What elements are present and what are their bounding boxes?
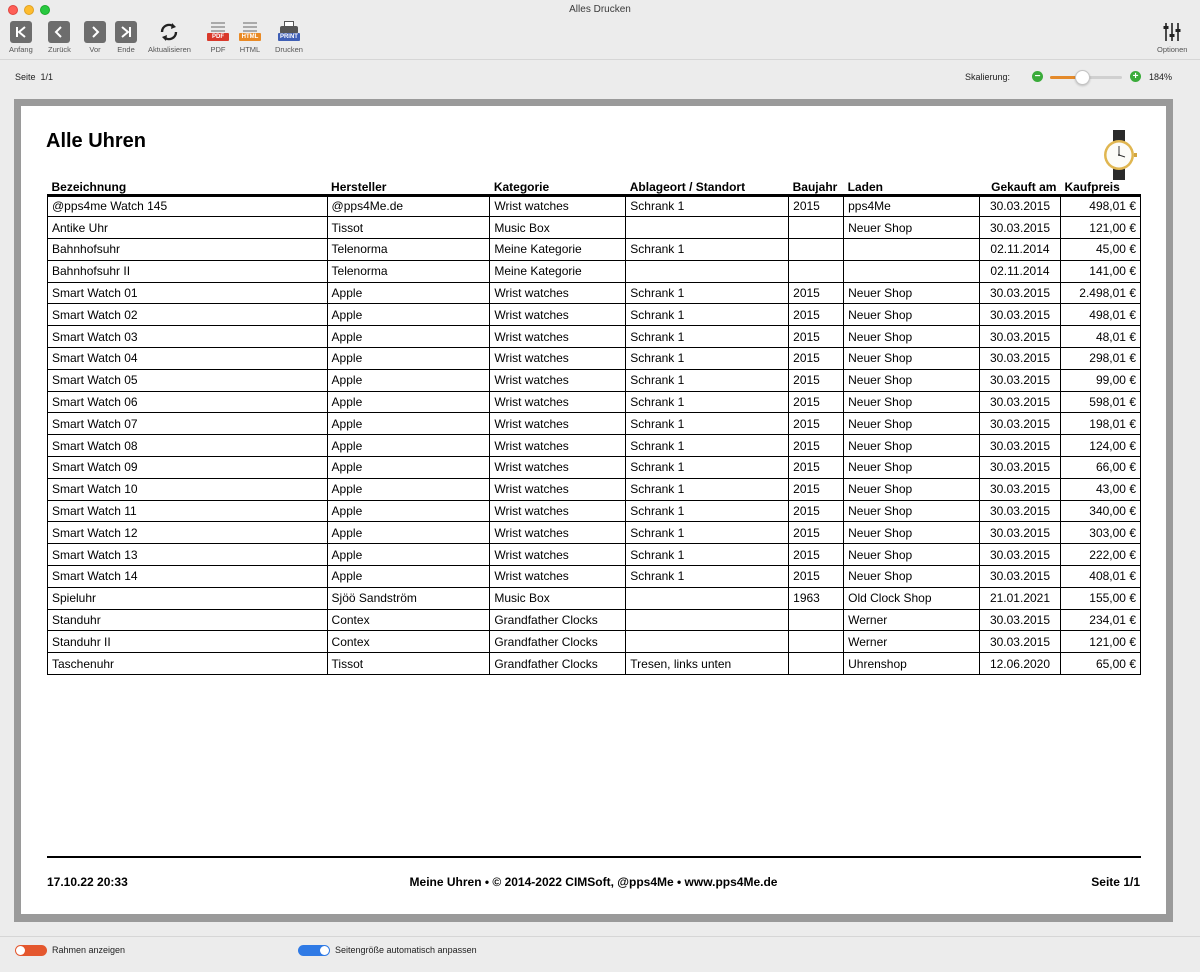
column-header: Kaufpreis xyxy=(1060,178,1140,195)
zoom-out-icon[interactable]: − xyxy=(1032,71,1043,82)
html-label: HTML xyxy=(239,45,261,54)
html-export-button[interactable] xyxy=(239,21,261,54)
table-cell: Schrank 1 xyxy=(626,282,789,304)
watches-table xyxy=(47,178,1141,675)
html-file-icon xyxy=(239,21,261,43)
table-cell xyxy=(789,217,844,239)
table-cell: 222,00 € xyxy=(1060,544,1140,566)
table-cell: Music Box xyxy=(490,587,626,609)
table-cell: 2015 xyxy=(789,195,844,217)
table-cell: Meine Kategorie xyxy=(490,260,626,282)
close-window-button[interactable] xyxy=(8,5,18,15)
bottom-bar xyxy=(0,936,1200,972)
table-cell: Apple xyxy=(327,544,490,566)
autosize-toggle-knob xyxy=(320,946,329,955)
table-cell: 30.03.2015 xyxy=(980,631,1061,653)
table-cell xyxy=(844,260,980,282)
table-cell: 498,01 € xyxy=(1060,304,1140,326)
refresh-label: Aktualisieren xyxy=(148,45,191,54)
table-cell: 2015 xyxy=(789,457,844,479)
table-cell: Grandfather Clocks xyxy=(490,653,626,675)
table-cell xyxy=(626,217,789,239)
minimize-window-button[interactable] xyxy=(24,5,34,15)
table-cell: Apple xyxy=(327,391,490,413)
table-cell: Wrist watches xyxy=(490,435,626,457)
table-cell: Taschenuhr xyxy=(48,653,328,675)
prev-page-button[interactable] xyxy=(48,21,71,54)
table-cell: Old Clock Shop xyxy=(844,587,980,609)
table-cell: 02.11.2014 xyxy=(980,260,1061,282)
table-cell: Schrank 1 xyxy=(626,348,789,370)
prev-page-label: Zurück xyxy=(48,45,71,54)
table-cell: Wrist watches xyxy=(490,522,626,544)
table-header-row xyxy=(48,178,1141,195)
table-cell: 30.03.2015 xyxy=(980,522,1061,544)
table-cell: Wrist watches xyxy=(490,326,626,348)
toolbar xyxy=(0,20,1200,60)
table-cell: 99,00 € xyxy=(1060,369,1140,391)
table-cell: 2015 xyxy=(789,544,844,566)
table-cell: Grandfather Clocks xyxy=(490,631,626,653)
last-page-icon xyxy=(115,21,137,43)
window-controls xyxy=(8,5,50,15)
table-cell: 2015 xyxy=(789,500,844,522)
zoom-window-button[interactable] xyxy=(40,5,50,15)
table-cell: Neuer Shop xyxy=(844,413,980,435)
table-cell: Neuer Shop xyxy=(844,304,980,326)
next-page-button[interactable] xyxy=(84,21,106,54)
zoom-value: 184% xyxy=(1149,72,1173,82)
table-cell: Schrank 1 xyxy=(626,413,789,435)
table-cell xyxy=(626,587,789,609)
table-cell: 121,00 € xyxy=(1060,217,1140,239)
table-cell: Standuhr xyxy=(48,609,328,631)
pdf-label: PDF xyxy=(210,45,226,54)
table-cell: 2015 xyxy=(789,522,844,544)
table-row xyxy=(48,239,1141,261)
table-cell: Neuer Shop xyxy=(844,500,980,522)
table-cell: pps4Me xyxy=(844,195,980,217)
table-cell: Wrist watches xyxy=(490,304,626,326)
table-cell: Apple xyxy=(327,478,490,500)
print-button[interactable] xyxy=(275,21,303,54)
table-cell: 2015 xyxy=(789,435,844,457)
table-cell: Apple xyxy=(327,500,490,522)
table-cell: 2015 xyxy=(789,566,844,588)
table-cell: 408,01 € xyxy=(1060,566,1140,588)
table-cell: 30.03.2015 xyxy=(980,457,1061,479)
page-indicator xyxy=(15,72,53,82)
refresh-icon xyxy=(158,21,180,43)
page-value: 1/1 xyxy=(40,72,54,82)
table-body xyxy=(48,195,1141,675)
table-cell: Wrist watches xyxy=(490,195,626,217)
table-row xyxy=(48,391,1141,413)
table-cell: 2015 xyxy=(789,304,844,326)
document-title: Alle Uhren xyxy=(46,130,147,152)
table-row xyxy=(48,260,1141,282)
table-cell: Wrist watches xyxy=(490,478,626,500)
table-cell: Neuer Shop xyxy=(844,391,980,413)
frame-toggle-knob xyxy=(16,946,25,955)
table-cell: Smart Watch 02 xyxy=(48,304,328,326)
column-header: Hersteller xyxy=(327,178,490,195)
table-row xyxy=(48,217,1141,239)
table-cell: Schrank 1 xyxy=(626,195,789,217)
table-cell: Schrank 1 xyxy=(626,239,789,261)
last-page-label: Ende xyxy=(117,45,135,54)
refresh-button[interactable] xyxy=(148,21,191,54)
table-cell: Neuer Shop xyxy=(844,478,980,500)
table-cell xyxy=(844,239,980,261)
table-cell: Neuer Shop xyxy=(844,435,980,457)
table-cell: Contex xyxy=(327,631,490,653)
preview-frame xyxy=(14,99,1173,922)
table-cell xyxy=(789,239,844,261)
table-cell: 30.03.2015 xyxy=(980,500,1061,522)
table-row xyxy=(48,348,1141,370)
table-cell: 2015 xyxy=(789,391,844,413)
table-cell: 30.03.2015 xyxy=(980,435,1061,457)
table-row xyxy=(48,195,1141,217)
table-cell: Smart Watch 03 xyxy=(48,326,328,348)
table-cell: 30.03.2015 xyxy=(980,217,1061,239)
table-cell: Apple xyxy=(327,566,490,588)
table-cell: 30.03.2015 xyxy=(980,304,1061,326)
table-cell: 30.03.2015 xyxy=(980,195,1061,217)
table-cell: Schrank 1 xyxy=(626,304,789,326)
table-cell: 303,00 € xyxy=(1060,522,1140,544)
table-row xyxy=(48,653,1141,675)
printer-icon xyxy=(278,21,300,43)
table-cell: 198,01 € xyxy=(1060,413,1140,435)
table-cell: Smart Watch 05 xyxy=(48,369,328,391)
table-cell: Neuer Shop xyxy=(844,282,980,304)
column-header: Bezeichnung xyxy=(48,178,328,195)
table-cell: Schrank 1 xyxy=(626,566,789,588)
table-cell: 2015 xyxy=(789,478,844,500)
table-cell: Telenorma xyxy=(327,260,490,282)
table-cell: Wrist watches xyxy=(490,500,626,522)
table-cell: 65,00 € xyxy=(1060,653,1140,675)
print-label: Drucken xyxy=(275,45,303,54)
watch-logo-icon xyxy=(1101,130,1137,180)
table-cell: Schrank 1 xyxy=(626,391,789,413)
table-row xyxy=(48,282,1141,304)
table-cell: 30.03.2015 xyxy=(980,566,1061,588)
html-tag: HTML xyxy=(239,33,261,41)
table-cell: 298,01 € xyxy=(1060,348,1140,370)
table-cell: Contex xyxy=(327,609,490,631)
table-cell: 12.06.2020 xyxy=(980,653,1061,675)
table-cell xyxy=(626,631,789,653)
table-cell: 30.03.2015 xyxy=(980,391,1061,413)
table-cell: Telenorma xyxy=(327,239,490,261)
first-page-label: Anfang xyxy=(9,45,33,54)
pdf-tag: PDF xyxy=(207,33,229,41)
table-cell: Apple xyxy=(327,369,490,391)
table-cell: 1963 xyxy=(789,587,844,609)
table-cell: Wrist watches xyxy=(490,413,626,435)
table-cell: Standuhr II xyxy=(48,631,328,653)
table-cell: @pps4me Watch 145 xyxy=(48,195,328,217)
table-cell xyxy=(789,260,844,282)
table-row xyxy=(48,631,1141,653)
table-cell xyxy=(789,609,844,631)
table-cell: Grandfather Clocks xyxy=(490,609,626,631)
table-cell: 124,00 € xyxy=(1060,435,1140,457)
print-tag: PRINT xyxy=(279,34,298,40)
frame-toggle-label: Rahmen anzeigen xyxy=(52,945,126,955)
table-cell: 2015 xyxy=(789,369,844,391)
table-cell: 30.03.2015 xyxy=(980,478,1061,500)
table-cell xyxy=(626,260,789,282)
table-cell: 30.03.2015 xyxy=(980,326,1061,348)
table-cell: Apple xyxy=(327,282,490,304)
footer-page-number: Seite 1/1 xyxy=(1091,875,1140,889)
table-row xyxy=(48,413,1141,435)
table-row xyxy=(48,478,1141,500)
table-row xyxy=(48,544,1141,566)
table-cell: Spieluhr xyxy=(48,587,328,609)
table-cell: Apple xyxy=(327,304,490,326)
table-cell: Sjöö Sandström xyxy=(327,587,490,609)
table-cell: 340,00 € xyxy=(1060,500,1140,522)
table-row xyxy=(48,369,1141,391)
table-cell: Bahnhofsuhr xyxy=(48,239,328,261)
table-row xyxy=(48,304,1141,326)
table-cell: Werner xyxy=(844,609,980,631)
table-cell: Neuer Shop xyxy=(844,566,980,588)
table-cell: Smart Watch 01 xyxy=(48,282,328,304)
zoom-slider-thumb[interactable] xyxy=(1075,70,1090,85)
table-cell: 598,01 € xyxy=(1060,391,1140,413)
table-row xyxy=(48,609,1141,631)
table-cell: 2015 xyxy=(789,348,844,370)
table-cell: Wrist watches xyxy=(490,391,626,413)
table-cell: Wrist watches xyxy=(490,457,626,479)
table-cell: Smart Watch 14 xyxy=(48,566,328,588)
next-page-icon xyxy=(84,21,106,43)
table-cell: Apple xyxy=(327,413,490,435)
table-cell: Smart Watch 04 xyxy=(48,348,328,370)
table-cell: 30.03.2015 xyxy=(980,609,1061,631)
table-cell: Apple xyxy=(327,457,490,479)
table-cell: 2015 xyxy=(789,326,844,348)
table-cell: Neuer Shop xyxy=(844,522,980,544)
table-cell: 2.498,01 € xyxy=(1060,282,1140,304)
autosize-toggle[interactable] xyxy=(298,945,330,956)
table-cell: Uhrenshop xyxy=(844,653,980,675)
preview-page xyxy=(21,106,1166,914)
pdf-file-icon xyxy=(207,21,229,43)
page-label: Seite xyxy=(15,72,36,82)
table-cell: Schrank 1 xyxy=(626,522,789,544)
zoom-in-icon[interactable]: + xyxy=(1130,71,1141,82)
column-header: Laden xyxy=(844,178,980,195)
table-cell: Schrank 1 xyxy=(626,435,789,457)
column-header: Ablageort / Standort xyxy=(626,178,789,195)
next-page-label: Vor xyxy=(89,45,101,54)
column-header: Gekauft am xyxy=(980,178,1061,195)
column-header: Baujahr xyxy=(789,178,844,195)
table-cell: Neuer Shop xyxy=(844,326,980,348)
table-cell: Schrank 1 xyxy=(626,544,789,566)
table-cell: Schrank 1 xyxy=(626,326,789,348)
table-cell: 2015 xyxy=(789,282,844,304)
table-cell: Neuer Shop xyxy=(844,217,980,239)
table-cell: Apple xyxy=(327,326,490,348)
footer-divider xyxy=(47,856,1141,858)
table-cell xyxy=(626,609,789,631)
table-cell: Apple xyxy=(327,435,490,457)
table-cell: Smart Watch 13 xyxy=(48,544,328,566)
table-cell: Antike Uhr xyxy=(48,217,328,239)
footer-copyright: Meine Uhren • © 2014-2022 CIMSoft, @pps4Me • www.pps4Me.de xyxy=(409,875,778,889)
table-row xyxy=(48,566,1141,588)
table-cell: 121,00 € xyxy=(1060,631,1140,653)
table-cell: 30.03.2015 xyxy=(980,413,1061,435)
column-header: Kategorie xyxy=(490,178,626,195)
table-cell: Wrist watches xyxy=(490,566,626,588)
last-page-button[interactable] xyxy=(115,21,137,54)
table-cell: Smart Watch 11 xyxy=(48,500,328,522)
window-title: Alles Drucken xyxy=(569,4,631,15)
table-cell: Smart Watch 06 xyxy=(48,391,328,413)
options-button[interactable] xyxy=(1157,21,1187,54)
table-cell: Tissot xyxy=(327,217,490,239)
table-cell: 30.03.2015 xyxy=(980,282,1061,304)
table-row xyxy=(48,457,1141,479)
options-label: Optionen xyxy=(1157,45,1188,54)
frame-toggle[interactable] xyxy=(15,945,47,956)
table-cell: Schrank 1 xyxy=(626,369,789,391)
table-row xyxy=(48,587,1141,609)
page-bar xyxy=(0,61,1200,93)
pdf-export-button[interactable] xyxy=(207,21,229,54)
table-cell: Meine Kategorie xyxy=(490,239,626,261)
table-cell: Bahnhofsuhr II xyxy=(48,260,328,282)
table-cell xyxy=(789,631,844,653)
table-cell: Wrist watches xyxy=(490,544,626,566)
table-cell: 141,00 € xyxy=(1060,260,1140,282)
table-cell: 21.01.2021 xyxy=(980,587,1061,609)
table-cell: 234,01 € xyxy=(1060,609,1140,631)
table-cell: 45,00 € xyxy=(1060,239,1140,261)
table-cell: Neuer Shop xyxy=(844,369,980,391)
sliders-icon xyxy=(1161,21,1183,43)
scale-label: Skalierung: xyxy=(965,72,1011,82)
table-cell: Wrist watches xyxy=(490,348,626,370)
table-cell: Schrank 1 xyxy=(626,457,789,479)
table-cell: 02.11.2014 xyxy=(980,239,1061,261)
table-cell: Tissot xyxy=(327,653,490,675)
table-cell: Neuer Shop xyxy=(844,457,980,479)
table-cell: 30.03.2015 xyxy=(980,348,1061,370)
table-cell: Smart Watch 07 xyxy=(48,413,328,435)
table-cell: 2015 xyxy=(789,413,844,435)
table-cell: Schrank 1 xyxy=(626,478,789,500)
table-cell: Wrist watches xyxy=(490,282,626,304)
table-cell: 48,01 € xyxy=(1060,326,1140,348)
table-cell: 155,00 € xyxy=(1060,587,1140,609)
table-cell: 30.03.2015 xyxy=(980,369,1061,391)
table-cell: Schrank 1 xyxy=(626,500,789,522)
table-row xyxy=(48,326,1141,348)
table-cell: Smart Watch 12 xyxy=(48,522,328,544)
table-cell: 30.03.2015 xyxy=(980,544,1061,566)
table-cell: Smart Watch 10 xyxy=(48,478,328,500)
first-page-icon xyxy=(10,21,32,43)
table-cell: 43,00 € xyxy=(1060,478,1140,500)
prev-page-icon xyxy=(48,21,70,43)
first-page-button[interactable] xyxy=(9,21,33,54)
table-cell xyxy=(789,653,844,675)
table-row xyxy=(48,500,1141,522)
autosize-toggle-label: Seitengröße automatisch anpassen xyxy=(335,945,477,955)
table-cell: Neuer Shop xyxy=(844,544,980,566)
table-cell: Smart Watch 09 xyxy=(48,457,328,479)
footer-timestamp: 17.10.22 20:33 xyxy=(47,875,128,889)
table-cell: Smart Watch 08 xyxy=(48,435,328,457)
table-row xyxy=(48,435,1141,457)
table-cell: Werner xyxy=(844,631,980,653)
table-cell: 498,01 € xyxy=(1060,195,1140,217)
table-row xyxy=(48,522,1141,544)
table-cell: Neuer Shop xyxy=(844,348,980,370)
table-cell: 66,00 € xyxy=(1060,457,1140,479)
table-cell: Music Box xyxy=(490,217,626,239)
table-cell: Apple xyxy=(327,348,490,370)
table-cell: Apple xyxy=(327,522,490,544)
table-cell: @pps4Me.de xyxy=(327,195,490,217)
table-cell: Wrist watches xyxy=(490,369,626,391)
title-bar xyxy=(0,0,1200,20)
table-cell: Tresen, links unten xyxy=(626,653,789,675)
